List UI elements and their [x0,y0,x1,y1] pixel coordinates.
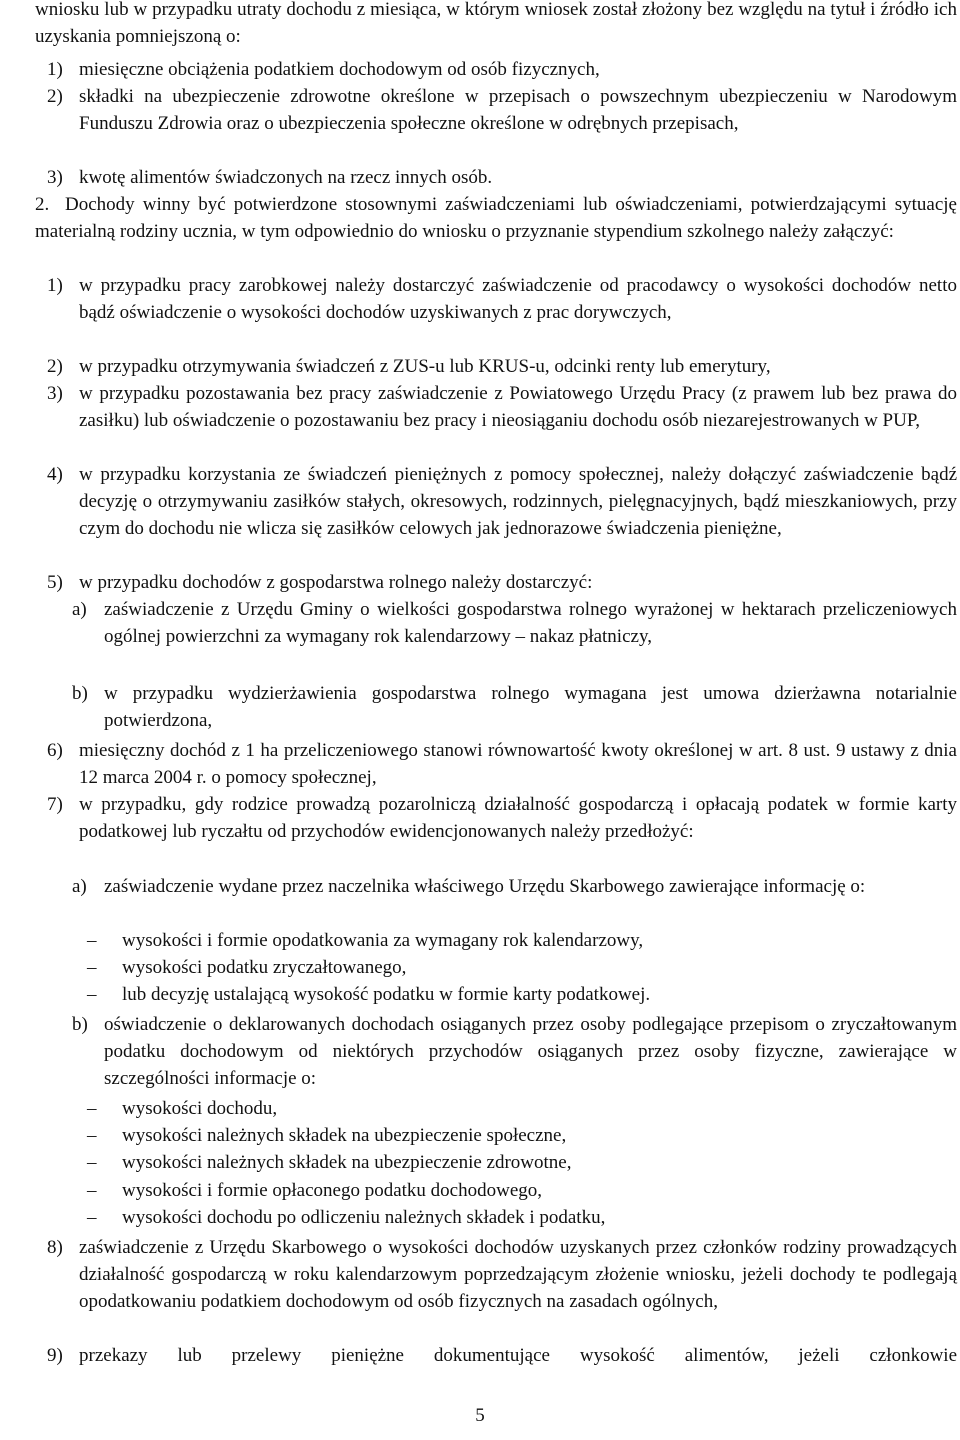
item-7a-dash-2: wysokości podatku zryczałtowanego, [122,957,407,978]
item-5-number: 5) [47,572,63,593]
dash-marker: – [87,930,97,951]
item-7b-dash-1: wysokości dochodu, [122,1098,278,1119]
section-2-number: 2. [35,194,50,215]
item-7a-dash-1: wysokości i formie opodatkowania za wymagany rok kalendarzowy, [122,930,644,951]
dash-marker: – [87,1207,97,1228]
page-number: 5 [475,1405,485,1426]
item-7b-dash-3: wysokości należnych składek na ubezpieczenie zdrowotne, [122,1152,572,1173]
intro-item-1-number: 1) [47,59,63,80]
item-6-number: 6) [47,740,63,761]
item-8-number: 8) [47,1237,63,1258]
intro-item-2-number: 2) [47,86,63,107]
intro-paragraph: wniosku lub w przypadku utraty dochodu z miesiąca, w którym wniosek został złożony bez względu na tytuł i źródło ich uzyskania pomniejszoną o: [35,0,957,47]
dash-marker: – [87,1180,97,1201]
item-7b-dash-2: wysokości należnych składek na ubezpieczenie społeczne, [122,1125,567,1146]
item-7b-text: oświadczenie o deklarowanych dochodach osiąganych przez osoby podlegające przepisom o zryczałtowanym podatku dochodowym od niektórych przychodów osiąganych przez osoby fizyczne, zawierające w szczególności informacje o: [104,1014,957,1089]
item-7-number: 7) [47,794,63,815]
dash-marker: – [87,1098,97,1119]
dash-marker: – [87,957,97,978]
item-7-text: w przypadku, gdy rodzice prowadzą pozarolniczą działalność gospodarczą i opłacają podatek w formie karty podatkowej lub ryczałtu od przychodów ewidencjonowanych należy przedłożyć: [79,794,957,842]
item-6-text: miesięczny dochód z 1 ha przeliczeniowego stanowi równowartość kwoty określonej w art. 8 ust. 9 ustawy z dnia 12 marca 2004 r. o pomocy społecznej, [79,740,957,788]
item-2-number: 2) [47,356,63,377]
item-2-text: w przypadku otrzymywania świadczeń z ZUS-u lub KRUS-u, odcinki renty lub emerytury, [79,356,771,377]
item-1-text: w przypadku pracy zarobkowej należy dostarczyć zaświadczenie od pracodawcy o wysokości dochodów netto bądź oświadczenie o wysokości dochodów uzyskiwanych z prac dorywczych, [79,275,957,323]
item-1-number: 1) [47,275,63,296]
item-4-number: 4) [47,464,63,485]
item-3-text: w przypadku pozostawania bez pracy zaświadczenie z Powiatowego Urzędu Pracy (z prawem lub bez prawa do zasiłku) lub oświadczenie o pozostawaniu bez pracy i nieosiąganiu dochodu osób niezarejestrowanych w PUP, [79,383,957,431]
dash-marker: – [87,984,97,1005]
intro-item-1-text: miesięczne obciążenia podatkiem dochodowym od osób fizycznych, [79,59,600,80]
section-2-paragraph: Dochody winny być potwierdzone stosownymi zaświadczeniami lub oświadczeniami, potwierdzającymi sytuację materialną rodziny ucznia, w tym odpowiednio do wniosku o przyznanie stypendium szkolnego należy załączyć: [35,194,957,242]
intro-item-3-number: 3) [47,167,63,188]
item-9-number: 9) [47,1345,63,1366]
dash-marker: – [87,1125,97,1146]
item-7b-dash-4: wysokości i formie opłaconego podatku dochodowego, [122,1180,543,1201]
item-9-text: przekazy lub przelewy pieniężne dokumentujące wysokość alimentów, jeżeli członkowie [79,1345,957,1366]
item-5-text: w przypadku dochodów z gospodarstwa rolnego należy dostarczyć: [79,572,593,593]
item-8-text: zaświadczenie z Urzędu Skarbowego o wysokości dochodów uzyskanych przez członków rodziny prowadzących działalność gospodarczą w roku kalendarzowym poprzedzającym złożenie wniosku, jeżeli dochody te podlegają opodatkowaniu podatkiem dochodowym od osób fizycznych na zasadach ogólnych, [79,1237,957,1312]
item-5b-label: b) [72,683,88,704]
item-3-number: 3) [47,383,63,404]
intro-item-2-text: składki na ubezpieczenie zdrowotne określone w przepisach o powszechnym ubezpieczeniu w Narodowym Funduszu Zdrowia oraz o ubezpieczenia społeczne określone w odrębnych przepisach, [79,86,957,134]
item-4-text: w przypadku korzystania ze świadczeń pieniężnych z pomocy społecznej, należy dołączyć zaświadczenie bądź decyzję o otrzymywaniu zasiłków stałych, okresowych, rodzinnych, pielęgnacyjnych, bądź mieszkaniowych, przy czym do dochodu nie wlicza się zasiłków celowych jak jednorazowe świadczenia pieniężne, [79,464,957,539]
item-5b-text: w przypadku wydzierżawienia gospodarstwa rolnego wymagana jest umowa dzierżawna notarialnie potwierdzona, [104,683,957,731]
item-5a-label: a) [72,599,87,620]
item-7a-label: a) [72,876,87,897]
item-5a-text: zaświadczenie z Urzędu Gminy o wielkości gospodarstwa rolnego wyrażonej w hektarach przeliczeniowych ogólnej powierzchni za wymagany rok kalendarzowy – nakaz płatniczy, [104,599,957,647]
intro-item-3-text: kwotę alimentów świadczonych na rzecz innych osób. [79,167,493,188]
dash-marker: – [87,1152,97,1173]
item-7a-text: zaświadczenie wydane przez naczelnika właściwego Urzędu Skarbowego zawierające informację o: [104,876,866,897]
item-7b-dash-5: wysokości dochodu po odliczeniu należnych składek i podatku, [122,1207,606,1228]
item-7b-label: b) [72,1014,88,1035]
item-7a-dash-3: lub decyzję ustalającą wysokość podatku w formie karty podatkowej. [122,984,651,1005]
